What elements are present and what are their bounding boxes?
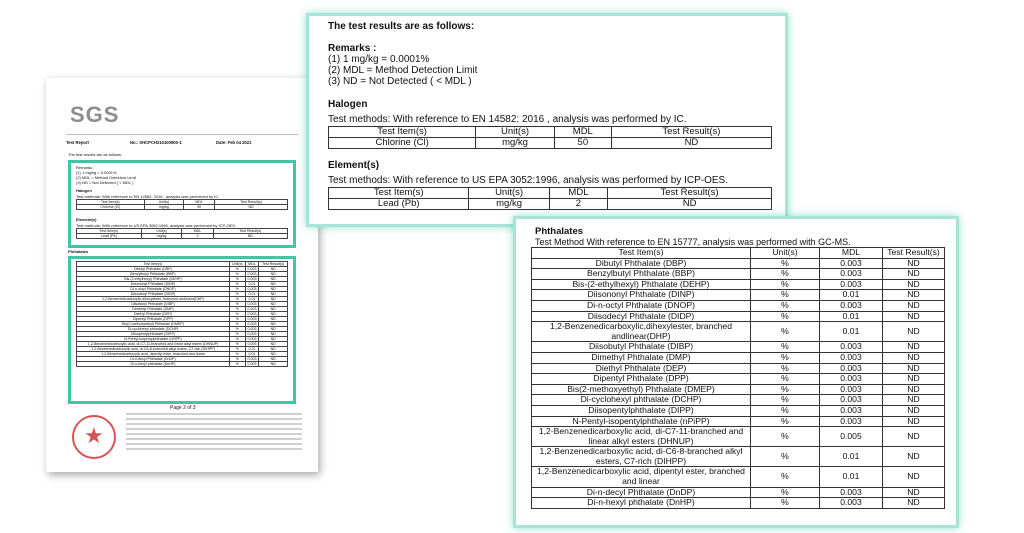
table-row xyxy=(329,138,772,149)
th: Test Item(s) xyxy=(77,200,145,205)
table-header-cell: Unit(s) xyxy=(469,188,549,199)
table-cell: ND xyxy=(883,322,945,342)
th: Test Item(s) xyxy=(77,229,142,234)
table-cell: 0.003 xyxy=(245,307,259,312)
table-cell: 0.005 xyxy=(245,342,259,347)
table-cell: % xyxy=(229,357,245,362)
table-cell: % xyxy=(229,347,245,352)
table-cell: % xyxy=(751,342,820,353)
thumb-elements-table xyxy=(76,228,288,239)
table-cell: 0.003 xyxy=(245,302,259,307)
td: 2 xyxy=(182,234,214,239)
thumb-elements-title: Element(s) xyxy=(76,217,97,222)
elements-table xyxy=(328,187,772,210)
table-header-cell: Test Item(s) xyxy=(532,248,751,259)
table-cell: Diisodecyl Phthalate (DIDP) xyxy=(77,292,230,297)
table-cell: 0.003 xyxy=(245,332,259,337)
table-cell: Benzylbutyl Phthalate (BBP) xyxy=(532,269,751,280)
table-row xyxy=(77,342,288,347)
table-cell: ND xyxy=(259,277,288,282)
table-cell: 0.003 xyxy=(245,267,259,272)
thumb-halogen-title: Halogen xyxy=(76,188,92,193)
table-cell: ND xyxy=(883,405,945,416)
td: mg/kg xyxy=(141,234,181,239)
table-cell: 0.003 xyxy=(245,317,259,322)
th: Unit(s) xyxy=(229,262,245,267)
table-cell: % xyxy=(229,302,245,307)
table-cell: ND xyxy=(259,352,288,357)
table-cell: ND xyxy=(259,282,288,287)
table-cell: ND xyxy=(259,307,288,312)
td: Lead (Pb) xyxy=(77,234,142,239)
td: 50 xyxy=(184,205,215,210)
table-cell: Diisobutyl Phthalate (DIBP) xyxy=(77,302,230,307)
table-cell: 0.003 xyxy=(820,487,883,498)
table-cell: 0.003 xyxy=(820,258,883,269)
thumb-elements-method: Test methods: With reference to US EPA 3052:1996, analysis was performed by ICP-OES. xyxy=(76,223,236,228)
table-cell: Dibutyl Phthalate (DBP) xyxy=(77,267,230,272)
table-cell: mg/kg xyxy=(476,138,555,149)
table-row xyxy=(532,269,945,280)
table-cell: % xyxy=(751,290,820,301)
table-cell: ND xyxy=(883,384,945,395)
report-page-thumbnail xyxy=(46,78,318,472)
halogen-table xyxy=(328,126,772,149)
table-cell: % xyxy=(229,267,245,272)
table-cell: % xyxy=(751,405,820,416)
td: ND xyxy=(213,234,287,239)
table-header-cell: Unit(s) xyxy=(751,248,820,259)
table-cell: ND xyxy=(259,297,288,302)
table-cell: 0.01 xyxy=(820,290,883,301)
halogen-title: Halogen xyxy=(328,99,368,110)
table-cell: ND xyxy=(259,347,288,352)
td: ND xyxy=(215,205,288,210)
table-row xyxy=(532,395,945,406)
table-cell: Diethyl Phthalate (DEP) xyxy=(532,363,751,374)
table-cell: Di-n-decyl Phthalate (DnDP) xyxy=(77,357,230,362)
table-cell: % xyxy=(229,287,245,292)
thumb-intro: The test results are as follows: xyxy=(68,152,123,157)
table-cell: % xyxy=(751,322,820,342)
table-cell: ND xyxy=(883,290,945,301)
table-cell: Bis(2-methoxyethyl) Phthalate (DMEP) xyxy=(77,322,230,327)
table-header-cell: Test Item(s) xyxy=(329,127,476,138)
phthalates-method: Test Method With reference to EN 15777, analysis was performed with GC-MS. xyxy=(535,237,851,247)
report-label: Test Report xyxy=(66,140,89,145)
table-header-cell: Unit(s) xyxy=(476,127,555,138)
table-cell: ND xyxy=(259,317,288,322)
table-row xyxy=(329,199,772,210)
thumb-phthalates-title: Phthalates xyxy=(68,249,89,254)
table-cell: 0.003 xyxy=(820,384,883,395)
table-cell: ND xyxy=(883,352,945,363)
table-row xyxy=(532,363,945,374)
table-cell: % xyxy=(229,342,245,347)
remark-item: (1) 1 mg/kg = 0.0001% xyxy=(328,54,430,65)
header-rule xyxy=(66,134,298,135)
table-cell: 0.003 xyxy=(820,416,883,427)
table-row xyxy=(532,416,945,427)
elements-method: Test methods: With reference to US EPA 3052:1996, analysis was performed by ICP-OES. xyxy=(328,175,728,186)
table-cell: ND xyxy=(259,267,288,272)
table-cell: 0.003 xyxy=(245,322,259,327)
table-cell: % xyxy=(229,337,245,342)
table-cell: ND xyxy=(883,311,945,322)
table-cell: ND xyxy=(883,300,945,311)
table-cell: % xyxy=(229,297,245,302)
page-number: Page 2 of 3 xyxy=(170,405,196,411)
table-cell: Lead (Pb) xyxy=(329,199,469,210)
table-cell: % xyxy=(751,395,820,406)
intro-text: The test results are as follows: xyxy=(328,21,475,32)
table-cell: 1,2-Benzenedicarboxylic acid, dipentyl ester, branched and linear xyxy=(532,467,751,487)
table-cell: 0.003 xyxy=(245,287,259,292)
table-cell: % xyxy=(229,277,245,282)
table-cell: mg/kg xyxy=(469,199,549,210)
table-cell: Diethyl Phthalate (DEP) xyxy=(77,312,230,317)
table-cell: 0.01 xyxy=(820,447,883,467)
table-cell: ND xyxy=(259,342,288,347)
table-row xyxy=(532,258,945,269)
table-cell: % xyxy=(229,307,245,312)
table-cell: Benzylbutyl Phthalate (BBP) xyxy=(77,272,230,277)
table-cell: Bis-(2-ethylhexyl) Phthalate (DEHP) xyxy=(77,277,230,282)
zoom-panel-phthalates xyxy=(513,216,959,528)
table-cell: Diisononyl Phthalate (DINP) xyxy=(532,290,751,301)
table-cell: ND xyxy=(259,332,288,337)
table-cell: 0.003 xyxy=(245,337,259,342)
table-cell: % xyxy=(751,374,820,385)
table-cell: ND xyxy=(883,342,945,353)
table-cell: % xyxy=(751,487,820,498)
table-cell: % xyxy=(751,258,820,269)
table-header-cell: MDL xyxy=(820,248,883,259)
th: MDL xyxy=(184,200,215,205)
table-row xyxy=(532,487,945,498)
table-cell: ND xyxy=(259,312,288,317)
table-cell: % xyxy=(751,416,820,427)
table-cell: 0.003 xyxy=(820,352,883,363)
table-row xyxy=(532,342,945,353)
report-date: Date: Feb 04 2021 xyxy=(216,140,252,145)
table-cell: ND xyxy=(259,357,288,362)
table-row xyxy=(532,279,945,290)
remark-item: (3) ND = Not Detected ( < MDL ) xyxy=(328,76,472,87)
table-header-cell: Test Result(s) xyxy=(608,188,772,199)
table-cell: 0.003 xyxy=(245,277,259,282)
table-row xyxy=(77,362,288,367)
company-seal xyxy=(72,415,116,459)
th: Test Result(s) xyxy=(215,200,288,205)
table-cell: 0.003 xyxy=(820,374,883,385)
phthalates-table xyxy=(531,247,945,509)
table-cell: Diisopentylphthalate (DIPP) xyxy=(77,332,230,337)
table-cell: 0.003 xyxy=(245,327,259,332)
table-cell: % xyxy=(229,327,245,332)
table-row xyxy=(532,374,945,385)
table-row xyxy=(532,384,945,395)
table-cell: 2 xyxy=(549,199,607,210)
table-cell: 1,2-Benzenedicarboxylic acid, dipentyl ester, branched and linear xyxy=(77,352,230,357)
table-cell: 0.003 xyxy=(245,272,259,277)
sgs-logo: SGS xyxy=(70,102,120,127)
table-cell: ND xyxy=(883,395,945,406)
table-cell: % xyxy=(751,363,820,374)
thumb-halogen-table xyxy=(76,199,288,210)
zoom-panel-halogen-elements xyxy=(306,13,788,227)
th: MDL xyxy=(182,229,214,234)
table-cell: 50 xyxy=(554,138,611,149)
table-row xyxy=(532,405,945,416)
table-cell: Di-n-octyl Phthalate (DNOP) xyxy=(532,300,751,311)
elements-title: Element(s) xyxy=(328,160,380,171)
table-cell: ND xyxy=(883,258,945,269)
table-cell: % xyxy=(751,384,820,395)
th: Test Result(s) xyxy=(213,229,287,234)
star-icon: ★ xyxy=(84,423,104,448)
table-cell: % xyxy=(751,467,820,487)
th: MDL xyxy=(245,262,259,267)
table-cell: 1,2-Benzenedicarboxylic acid, di-C7-11-branched and linear alkyl esters (DHNUP) xyxy=(532,427,751,447)
table-cell: N-Pentyl-isopentylphthalate (nPiPP) xyxy=(532,416,751,427)
remark-item: (2) MDL = Method Detection Limit xyxy=(328,65,478,76)
th: Unit(s) xyxy=(141,229,181,234)
thumb-remarks-title: Remarks : xyxy=(76,165,95,170)
table-cell: Dimethyl Phthalate (DMP) xyxy=(532,352,751,363)
table-cell: 1,2-Benzenedicarboxylic,dihexylester, branched andlinear(DHP) xyxy=(77,297,230,302)
table-cell: 0.003 xyxy=(820,342,883,353)
table-cell: 0.01 xyxy=(245,297,259,302)
phthalates-title: Phthalates xyxy=(535,226,584,237)
table-row xyxy=(532,352,945,363)
table-cell: Bis-(2-ethylhexyl) Phthalate (DEHP) xyxy=(532,279,751,290)
table-cell: ND xyxy=(883,279,945,290)
table-cell: 0.003 xyxy=(245,362,259,367)
table-cell: 0.003 xyxy=(245,312,259,317)
table-cell: N-Pentyl-isopentylphthalate (nPiPP) xyxy=(77,337,230,342)
fine-print xyxy=(126,413,302,457)
table-cell: ND xyxy=(259,287,288,292)
table-cell: Di-n-hexyl phthalate (DnHP) xyxy=(77,362,230,367)
table-cell: ND xyxy=(259,272,288,277)
table-cell: 0.01 xyxy=(245,352,259,357)
table-cell: ND xyxy=(883,427,945,447)
table-cell: 1,2-Benzenedicarboxylic acid, di-C7-11-branched and linear alkyl esters (DHNUP) xyxy=(77,342,230,347)
table-row xyxy=(532,498,945,509)
table-header-cell: MDL xyxy=(554,127,611,138)
table-cell: Di-n-octyl Phthalate (DNOP) xyxy=(77,287,230,292)
table-cell: 0.005 xyxy=(820,427,883,447)
table-cell: % xyxy=(751,352,820,363)
table-cell: 0.01 xyxy=(245,292,259,297)
table-cell: % xyxy=(751,427,820,447)
table-cell: 0.01 xyxy=(245,282,259,287)
table-cell: % xyxy=(751,311,820,322)
table-cell: ND xyxy=(883,416,945,427)
table-cell: Di-cyclohexyl phthalate (DCHP) xyxy=(532,395,751,406)
table-cell: % xyxy=(229,282,245,287)
table-cell: % xyxy=(229,352,245,357)
table-cell: ND xyxy=(259,292,288,297)
table-cell: Dipentyl Phthalate (DPP) xyxy=(77,317,230,322)
table-cell: ND xyxy=(883,269,945,280)
table-cell: 0.003 xyxy=(820,300,883,311)
table-cell: 0.01 xyxy=(245,347,259,352)
table-cell: % xyxy=(751,498,820,509)
table-cell: % xyxy=(751,300,820,311)
table-cell: 1,2-Benzenedicarboxylic acid, di-C6-8-branched alkyl esters, C7-rich (DIHPP) xyxy=(77,347,230,352)
td: mg/kg xyxy=(144,205,184,210)
table-cell: ND xyxy=(259,302,288,307)
table-cell: 0.003 xyxy=(820,269,883,280)
report-number: No.: SHCPCH210100900-1 xyxy=(130,140,182,145)
thumb-halogen-method: Test methods: With reference to EN 14582: 2016 , analysis was performed by IC. xyxy=(76,194,220,199)
table-row xyxy=(532,427,945,447)
table-cell: ND xyxy=(259,327,288,332)
table-cell: Di-n-decyl Phthalate (DnDP) xyxy=(532,487,751,498)
th: Unit(s) xyxy=(144,200,184,205)
table-cell: % xyxy=(229,322,245,327)
table-cell: % xyxy=(751,279,820,290)
table-header-cell: Test Result(s) xyxy=(883,248,945,259)
table-cell: 0.003 xyxy=(820,498,883,509)
table-cell: Chlorine (Cl) xyxy=(329,138,476,149)
thumb-phthalates-table xyxy=(76,261,288,367)
table-cell: 0.01 xyxy=(820,467,883,487)
thumb-remark-1: (1) 1 mg/kg = 0.0001% xyxy=(76,170,117,175)
table-cell: % xyxy=(229,362,245,367)
table-row xyxy=(532,322,945,342)
table-cell: ND xyxy=(883,374,945,385)
table-cell: ND xyxy=(883,447,945,467)
table-header-cell: Test Result(s) xyxy=(611,127,771,138)
table-cell: Di-n-hexyl phthalate (DnHP) xyxy=(532,498,751,509)
table-cell: ND xyxy=(883,498,945,509)
table-header-cell: MDL xyxy=(549,188,607,199)
table-cell: 1,2-Benzenedicarboxylic,dihexylester, branched andlinear(DHP) xyxy=(532,322,751,342)
table-cell: % xyxy=(751,447,820,467)
table-cell: Diisononyl Phthalate (DINP) xyxy=(77,282,230,287)
halogen-method: Test methods: With reference to EN 14582: 2016 , analysis was performed by IC. xyxy=(328,114,687,125)
table-cell: % xyxy=(229,317,245,322)
th: Test Result(s) xyxy=(259,262,288,267)
table-cell: 0.003 xyxy=(820,279,883,290)
table-cell: 0.01 xyxy=(820,311,883,322)
table-cell: Diisopentylphthalate (DIPP) xyxy=(532,405,751,416)
table-cell: ND xyxy=(883,487,945,498)
table-cell: Dimethyl Phthalate (DMP) xyxy=(77,307,230,312)
table-header-cell: Test Item(s) xyxy=(329,188,469,199)
table-cell: ND xyxy=(611,138,771,149)
table-cell: % xyxy=(751,269,820,280)
thumb-remark-3: (3) ND = Not Detected ( < MDL ) xyxy=(76,180,134,185)
table-cell: ND xyxy=(259,362,288,367)
table-cell: ND xyxy=(883,363,945,374)
table-cell: 0.01 xyxy=(820,322,883,342)
table-cell: 0.003 xyxy=(820,363,883,374)
table-cell: Diisobutyl Phthalate (DIBP) xyxy=(532,342,751,353)
table-row xyxy=(532,467,945,487)
table-cell: Di-cyclohexyl phthalate (DCHP) xyxy=(77,327,230,332)
table-cell: ND xyxy=(259,337,288,342)
table-cell: 0.003 xyxy=(820,395,883,406)
table-cell: Diisodecyl Phthalate (DIDP) xyxy=(532,311,751,322)
table-row xyxy=(532,300,945,311)
table-row xyxy=(532,311,945,322)
thumb-remark-2: (2) MDL = Method Detection Limit xyxy=(76,175,136,180)
table-cell: Bis(2-methoxyethyl) Phthalate (DMEP) xyxy=(532,384,751,395)
table-cell: Dipentyl Phthalate (DPP) xyxy=(532,374,751,385)
table-cell: % xyxy=(229,272,245,277)
table-cell: 0.003 xyxy=(820,405,883,416)
table-cell: ND xyxy=(883,467,945,487)
table-row xyxy=(532,447,945,467)
td: Chlorine (Cl) xyxy=(77,205,145,210)
table-cell: % xyxy=(229,312,245,317)
table-cell: % xyxy=(229,332,245,337)
table-cell: ND xyxy=(259,322,288,327)
table-cell: 1,2-Benzenedicarboxylic acid, di-C6-8-branched alkyl esters, C7-rich (DIHPP) xyxy=(532,447,751,467)
table-cell: ND xyxy=(608,199,772,210)
table-row xyxy=(532,290,945,301)
table-cell: Dibutyl Phthalate (DBP) xyxy=(532,258,751,269)
remarks-title: Remarks : xyxy=(328,43,377,54)
table-cell: % xyxy=(229,292,245,297)
th: Test Item(s) xyxy=(77,262,230,267)
table-cell: 0.003 xyxy=(245,357,259,362)
